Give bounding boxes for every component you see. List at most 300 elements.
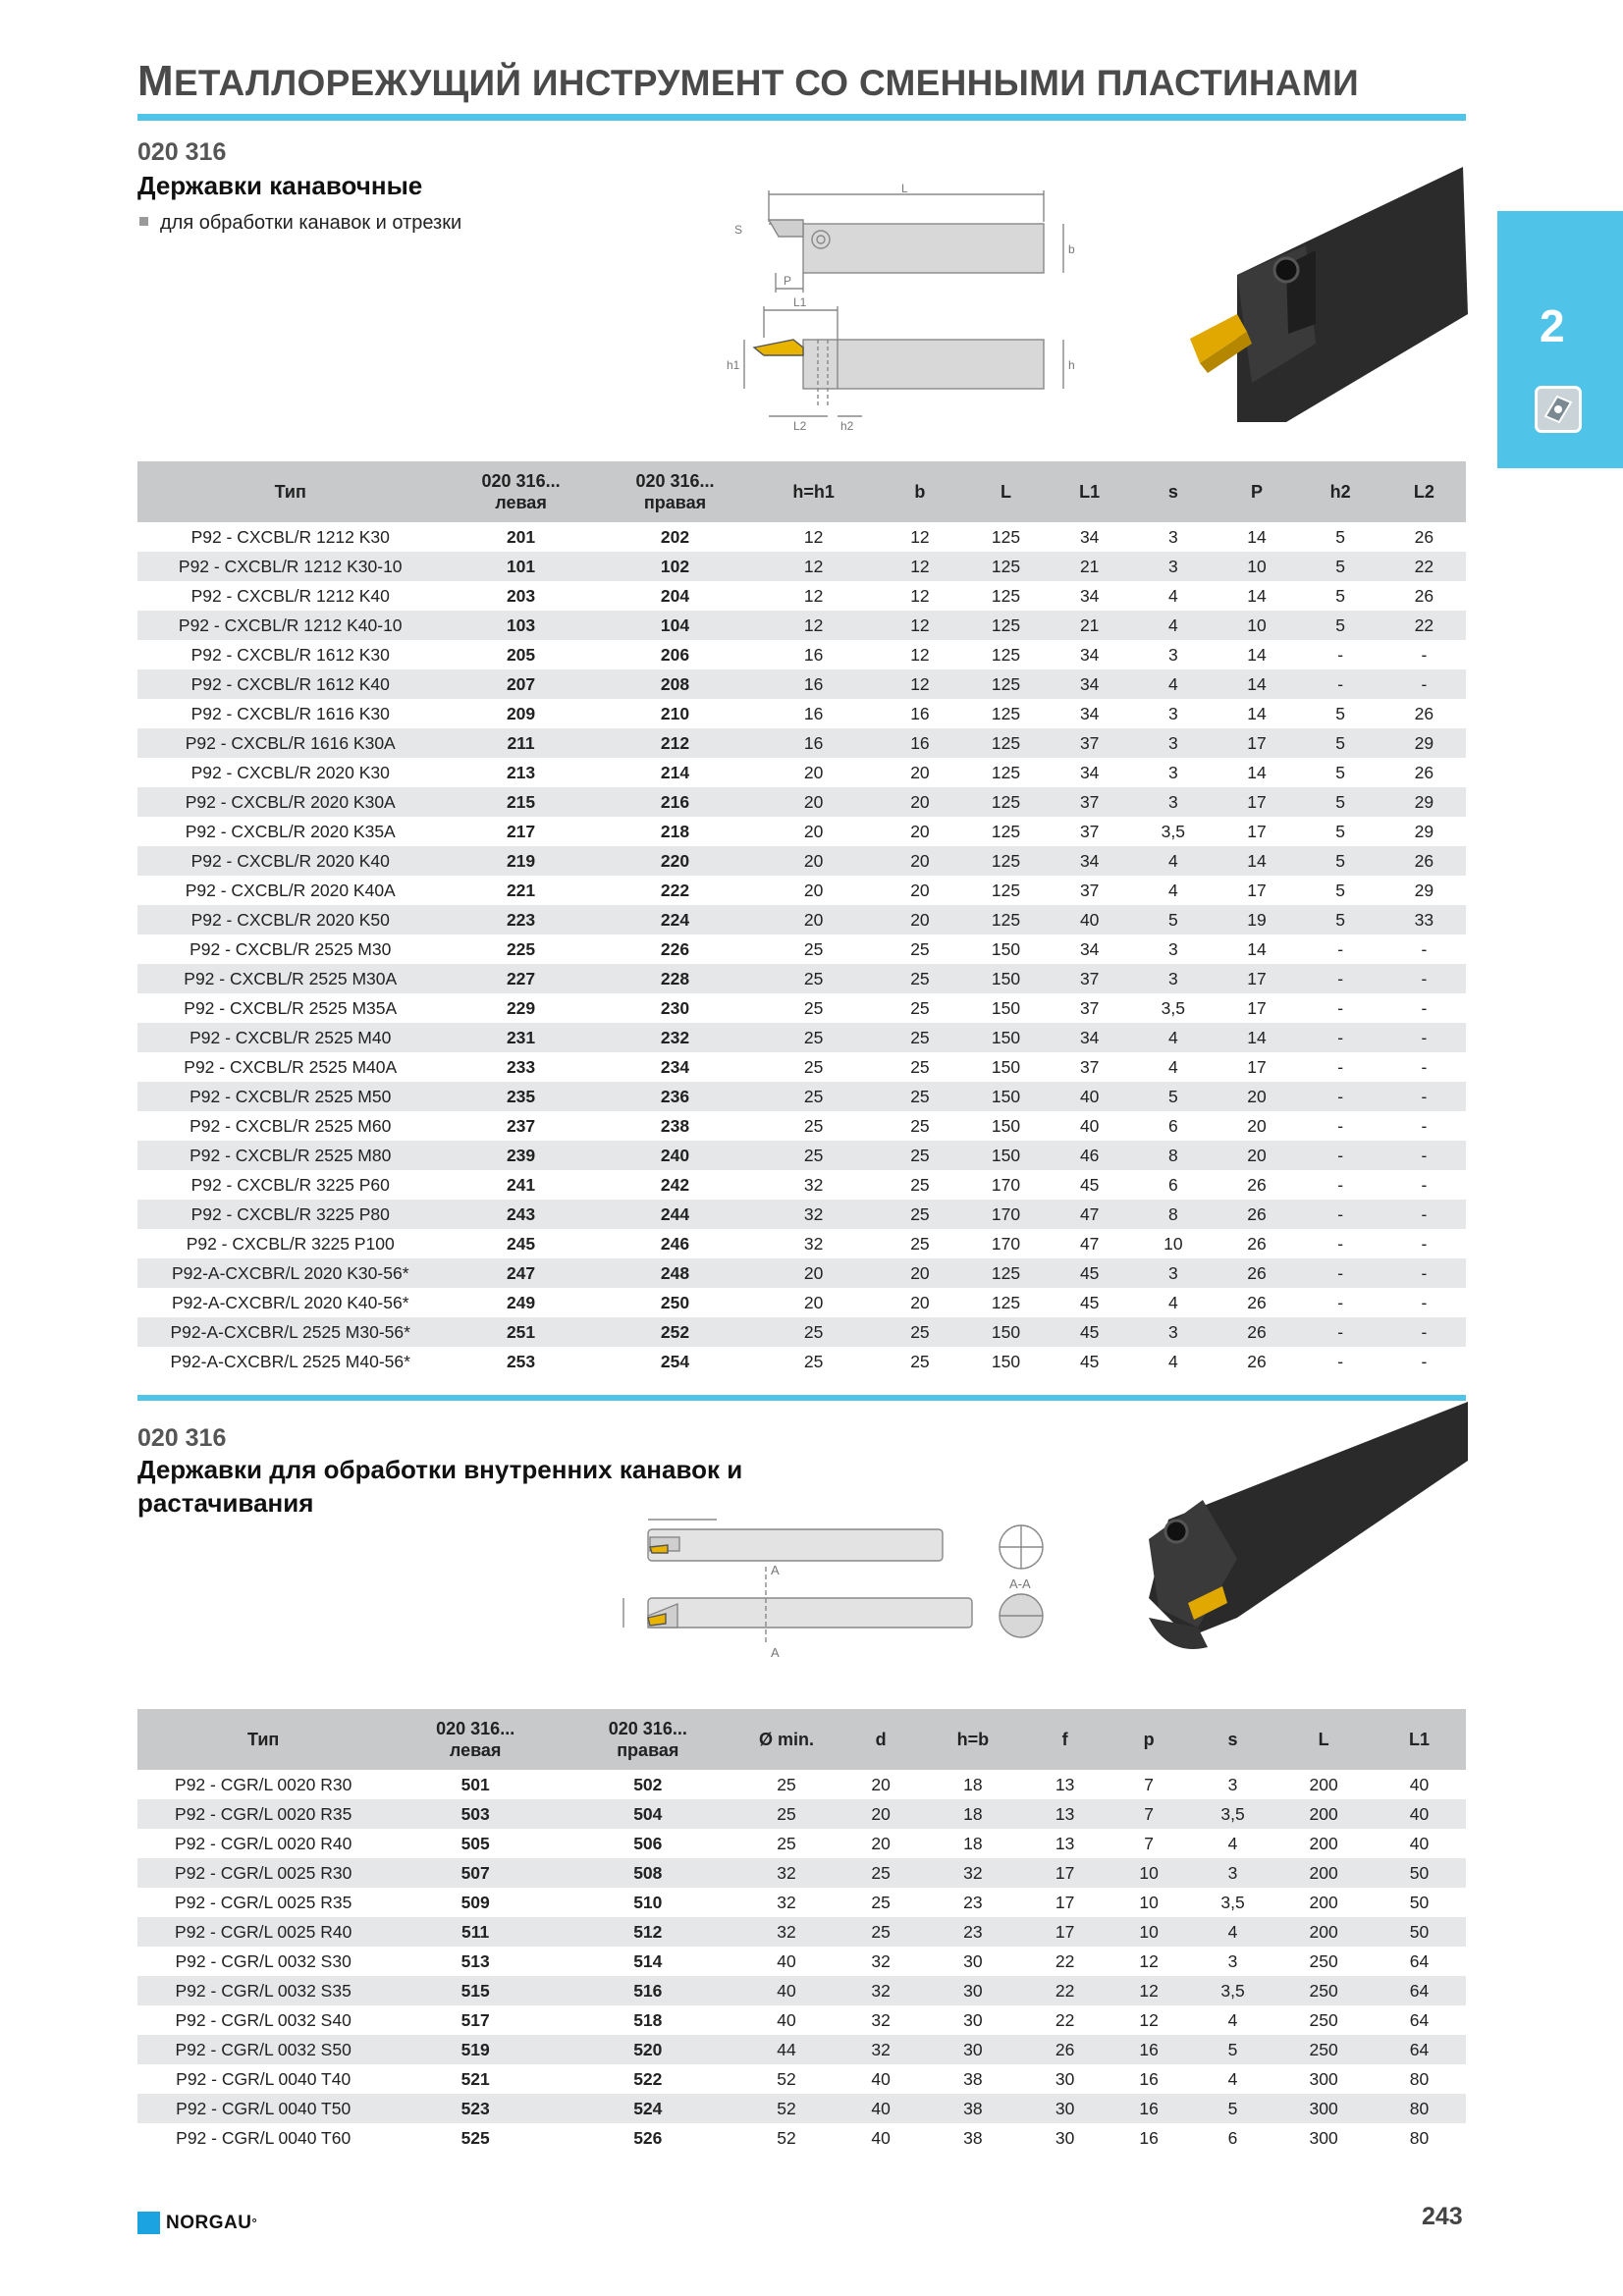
table-cell: -	[1337, 938, 1344, 959]
table-cell: 32	[734, 1858, 839, 1888]
table-cell: 20	[876, 846, 964, 876]
table-cell: 200	[1309, 1833, 1338, 1853]
table-cell: 25	[871, 1892, 891, 1912]
table-cell: 254	[660, 1351, 690, 1371]
table-cell: 25	[751, 1317, 876, 1347]
table-cell: 253	[506, 1351, 536, 1371]
table-row	[137, 1288, 1466, 1317]
table-cell: P92 - CXCBL/R 3225 P60	[190, 1174, 390, 1195]
table-cell: 16	[876, 728, 964, 758]
table-cell: 12	[910, 526, 930, 547]
table-cell: 3,5	[1161, 821, 1185, 841]
table-cell: 12	[910, 585, 930, 606]
table-cell: P92 - CXCBL/R 1616 K30	[190, 703, 390, 723]
table-cell: -	[1299, 1200, 1382, 1229]
table-cell: 22	[1382, 611, 1466, 640]
chapter-side-tab[interactable]	[1497, 211, 1623, 468]
table-cell: 12	[910, 644, 930, 665]
table-cell: 40	[1409, 1833, 1430, 1853]
table-cell: 16	[751, 669, 876, 699]
column-header-label: s	[1167, 482, 1178, 502]
table-cell: 14	[1215, 669, 1298, 699]
table-cell: 506	[633, 1833, 663, 1853]
table-cell: -	[1299, 1317, 1382, 1347]
table-cell: 20	[803, 762, 824, 782]
page-title-initial: М	[137, 57, 174, 105]
table-cell: 25	[910, 1174, 930, 1195]
table-cell: 5	[1335, 762, 1345, 782]
table-cell: 20	[876, 787, 964, 817]
table-cell: 170	[991, 1174, 1021, 1195]
table-cell: 519	[389, 2035, 562, 2064]
dim-label-h: h	[1068, 358, 1075, 372]
table-cell: -	[1421, 1056, 1428, 1077]
table-cell: 25	[751, 1082, 876, 1111]
table-cell: 3	[1227, 1774, 1238, 1794]
table-cell: 251	[443, 1317, 598, 1347]
table-row	[137, 1200, 1466, 1229]
table-cell: 502	[633, 1774, 663, 1794]
table-cell: 25	[910, 1056, 930, 1077]
table-cell: 20	[803, 880, 824, 900]
table-cell: 16	[1107, 2094, 1190, 2123]
table-cell: 64	[1373, 2035, 1466, 2064]
table-cell: -	[1337, 1233, 1344, 1254]
table-cell: 241	[506, 1174, 536, 1195]
section2-title-line1: Державки для обработки внутренних канавок и	[137, 1455, 743, 1484]
table-cell: 30	[1055, 2068, 1075, 2089]
section1-column-header	[751, 461, 876, 522]
table-cell: -	[1299, 964, 1382, 993]
table-cell: 150	[991, 1056, 1021, 1077]
table-cell: 202	[660, 526, 690, 547]
table-cell: 3	[1167, 644, 1178, 665]
table-cell: 40	[777, 2009, 796, 2030]
section1-table	[137, 461, 1466, 1376]
section2-table	[137, 1709, 1466, 2153]
table-row	[137, 2064, 1466, 2094]
table-cell: 231	[443, 1023, 598, 1052]
table-cell: 8	[1131, 1141, 1215, 1170]
table-cell: 25	[803, 1351, 824, 1371]
table-cell: 29	[1382, 728, 1466, 758]
table-cell: 244	[599, 1200, 752, 1229]
table-row	[137, 1770, 1466, 1799]
table-row	[137, 1258, 1466, 1288]
table-cell: 125	[991, 1292, 1021, 1312]
table-cell: 4	[1167, 880, 1178, 900]
table-cell: 32	[751, 1200, 876, 1229]
section2-column-header	[389, 1709, 562, 1770]
table-cell: 29	[1414, 880, 1434, 900]
table-cell: 200	[1309, 1892, 1338, 1912]
table-cell: 125	[964, 552, 1048, 581]
section1-column-header	[1299, 461, 1382, 522]
table-cell: 50	[1373, 1917, 1466, 1947]
table-cell: 5	[1335, 821, 1345, 841]
table-cell: 518	[633, 2009, 663, 2030]
table-cell: 20	[1215, 1141, 1298, 1170]
table-cell: 3	[1131, 552, 1215, 581]
table-cell: 16	[910, 703, 930, 723]
table-cell: -	[1299, 1082, 1382, 1111]
table-cell: -	[1382, 1258, 1466, 1288]
table-cell: 17	[1055, 1892, 1075, 1912]
section1-column-header	[1382, 461, 1466, 522]
table-cell: 125	[964, 611, 1048, 640]
table-cell: 18	[963, 1833, 983, 1853]
table-cell: 125	[991, 585, 1021, 606]
table-cell: 25	[803, 1115, 824, 1136]
table-cell: 64	[1409, 1950, 1430, 1971]
section2-column-header	[923, 1709, 1023, 1770]
table-cell: P92 - CXCBL/R 1212 K40-10	[137, 611, 443, 640]
table-cell: 30	[923, 2035, 1023, 2064]
table-cell: 526	[633, 2127, 663, 2148]
table-cell: P92-A-CXCBR/L 2020 K40-56*	[171, 1292, 409, 1312]
table-cell: 26	[1215, 1258, 1298, 1288]
table-cell: 243	[443, 1200, 598, 1229]
table-cell: -	[1382, 1023, 1466, 1052]
table-cell: 150	[991, 938, 1021, 959]
table-cell: 34	[1079, 703, 1100, 723]
table-cell: 25	[839, 1858, 922, 1888]
table-cell: 242	[660, 1174, 690, 1195]
table-cell: 504	[562, 1799, 734, 1829]
table-row	[137, 758, 1466, 787]
table-cell: 5	[1299, 846, 1382, 876]
table-cell: 125	[964, 787, 1048, 817]
table-cell: 12	[1107, 1976, 1190, 2005]
table-cell: 19	[1215, 905, 1298, 934]
brand-name: NORGAU	[166, 2212, 252, 2233]
table-cell: 40	[734, 1976, 839, 2005]
table-cell: 37	[1048, 964, 1131, 993]
table-cell: 25	[876, 1317, 964, 1347]
table-cell: -	[1421, 644, 1428, 665]
table-cell: 16	[803, 703, 824, 723]
table-cell: 7	[1144, 1833, 1154, 1853]
table-cell: P92 - CXCBL/R 2525 M50	[137, 1082, 443, 1111]
table-cell: -	[1421, 1233, 1428, 1254]
brand-mark: °	[251, 2216, 258, 2230]
table-cell: 12	[803, 585, 824, 606]
table-cell: P92 - CGR/L 0040 T60	[176, 2127, 352, 2148]
table-cell: P92 - CXCBL/R 3225 P100	[186, 1233, 395, 1254]
table-row	[137, 611, 1466, 640]
table-cell: 26	[1215, 1200, 1298, 1229]
table-cell: 37	[1048, 728, 1131, 758]
table-cell: 30	[923, 1976, 1023, 2005]
table-cell: P92-A-CXCBR/L 2525 M30-56*	[137, 1317, 443, 1347]
table-cell: 20	[910, 762, 930, 782]
table-cell: 40	[1373, 1799, 1466, 1829]
table-cell: P92 - CXCBL/R 1212 K40	[190, 585, 390, 606]
table-cell: 26	[1414, 526, 1434, 547]
table-cell: 14	[1247, 585, 1267, 606]
table-cell: -	[1337, 1174, 1344, 1195]
column-header-label: P	[1250, 482, 1263, 502]
table-cell: 22	[1055, 1950, 1075, 1971]
dim-label-L1: L1	[793, 295, 807, 309]
dim-label-h1: h1	[727, 358, 740, 372]
table-row	[137, 993, 1466, 1023]
table-cell: 18	[963, 1774, 983, 1794]
table-row	[137, 1917, 1466, 1947]
table-cell: 32	[839, 2035, 922, 2064]
table-cell: 30	[963, 2009, 983, 2030]
table-cell: 13	[1055, 1833, 1075, 1853]
table-cell: -	[1337, 1292, 1344, 1312]
table-cell: P92 - CGR/L 0025 R30	[137, 1858, 389, 1888]
dim-label-A-top: A	[771, 1563, 780, 1577]
table-cell: 40	[1079, 1115, 1100, 1136]
table-cell: 125	[991, 762, 1021, 782]
table-cell: 221	[506, 880, 536, 900]
table-cell: 509	[460, 1892, 490, 1912]
table-cell: 239	[443, 1141, 598, 1170]
dim-label-L: L	[901, 183, 908, 195]
table-cell: 207	[443, 669, 598, 699]
table-cell: 13	[1023, 1799, 1107, 1829]
table-cell: P92 - CGR/L 0032 S40	[175, 2009, 352, 2030]
table-cell: 20	[839, 1799, 922, 1829]
table-cell: 150	[991, 1351, 1021, 1371]
dim-label-section-AA: A-A	[1009, 1576, 1031, 1591]
table-cell: 14	[1247, 644, 1267, 665]
table-cell: 4	[1227, 1833, 1238, 1853]
table-cell: 225	[506, 938, 536, 959]
table-cell: 511	[389, 1917, 562, 1947]
table-cell: 25	[803, 1056, 824, 1077]
section1-column-header	[964, 461, 1048, 522]
table-cell: 45	[1079, 1351, 1100, 1371]
table-cell: 5	[1299, 728, 1382, 758]
table-cell: 32	[803, 1174, 824, 1195]
table-cell: 25	[910, 1115, 930, 1136]
table-cell: P92-A-CXCBR/L 2020 K30-56*	[137, 1258, 443, 1288]
table-cell: 32	[871, 1950, 891, 1971]
table-cell: 245	[506, 1233, 536, 1254]
table-cell: 4	[1131, 611, 1215, 640]
table-cell: 32	[803, 1233, 824, 1254]
table-cell: P92 - CXCBL/R 1212 K30-10	[137, 552, 443, 581]
column-header-label: Тип	[247, 1730, 280, 1749]
table-row	[137, 1347, 1466, 1376]
table-cell: 6	[1227, 2127, 1238, 2148]
table-cell: -	[1337, 1351, 1344, 1371]
table-cell: 4	[1131, 669, 1215, 699]
column-header-sublabel: правая	[617, 1740, 679, 1760]
table-cell: 40	[1048, 905, 1131, 934]
table-cell: 513	[460, 1950, 490, 1971]
table-cell: 125	[991, 703, 1021, 723]
table-cell: 22	[1023, 1976, 1107, 2005]
table-cell: 32	[777, 1892, 796, 1912]
table-cell: P92 - CXCBL/R 2525 M60	[189, 1115, 392, 1136]
section2-column-header	[1107, 1709, 1190, 1770]
table-cell: 103	[443, 611, 598, 640]
title-rule	[137, 114, 1466, 121]
table-cell: 40	[777, 1950, 796, 1971]
table-cell: 4	[1167, 1292, 1178, 1312]
table-cell: 47	[1048, 1200, 1131, 1229]
insert-icon	[1535, 386, 1582, 433]
groove-holder-dimension-diagram	[725, 183, 1088, 438]
table-cell: P92 - CGR/L 0020 R30	[175, 1774, 352, 1794]
dim-label-h2: h2	[840, 419, 854, 433]
table-row	[137, 1976, 1466, 2005]
table-cell: 34	[1079, 644, 1100, 665]
table-cell: 17	[1247, 821, 1267, 841]
table-cell: 3,5	[1191, 1976, 1274, 2005]
section2-title-line2: растачивания	[137, 1488, 314, 1518]
table-row	[137, 905, 1466, 934]
table-cell: 20	[803, 821, 824, 841]
column-header-label: f	[1061, 1730, 1068, 1749]
table-cell: 8	[1131, 1200, 1215, 1229]
table-row	[137, 964, 1466, 993]
table-cell: 300	[1309, 2127, 1338, 2148]
table-cell: P92 - CXCBL/R 2020 K35A	[185, 821, 396, 841]
table-cell: 7	[1107, 1799, 1190, 1829]
table-cell: P92 - CXCBL/R 2525 M35A	[184, 997, 398, 1018]
table-cell: 25	[777, 1774, 796, 1794]
table-cell: 213	[506, 762, 536, 782]
table-row	[137, 1111, 1466, 1141]
table-cell: 34	[1079, 938, 1100, 959]
table-cell: 12	[876, 611, 964, 640]
table-cell: 20	[803, 1292, 824, 1312]
table-cell: 125	[964, 846, 1048, 876]
table-cell: 25	[910, 938, 930, 959]
table-cell: P92 - CXCBL/R 1616 K30A	[137, 728, 443, 758]
table-row	[137, 1858, 1466, 1888]
table-cell: P92 - CGR/L 0020 R35	[137, 1799, 389, 1829]
table-cell: 218	[660, 821, 690, 841]
table-cell: 32	[871, 2009, 891, 2030]
column-header-label: Тип	[274, 482, 306, 502]
table-cell: P92 - CGR/L 0025 R40	[137, 1917, 389, 1947]
table-cell: 524	[562, 2094, 734, 2123]
table-cell: 26	[1023, 2035, 1107, 2064]
table-cell: 512	[562, 1917, 734, 1947]
table-cell: 300	[1274, 2094, 1373, 2123]
table-row	[137, 817, 1466, 846]
column-header-label: d	[875, 1730, 887, 1749]
section1-code: 020 316	[137, 138, 227, 166]
section-rule	[137, 1395, 1466, 1401]
table-cell: 25	[777, 1833, 796, 1853]
table-row	[137, 640, 1466, 669]
table-cell: 104	[599, 611, 752, 640]
table-cell: -	[1382, 1141, 1466, 1170]
column-header-label: s	[1227, 1730, 1238, 1749]
table-cell: 20	[910, 1292, 930, 1312]
table-cell: 21	[1048, 611, 1131, 640]
table-cell: 32	[839, 1976, 922, 2005]
table-cell: 523	[389, 2094, 562, 2123]
table-cell: 22	[1382, 552, 1466, 581]
table-cell: 150	[991, 1115, 1021, 1136]
column-header-label: 020 316...	[608, 1719, 687, 1738]
table-cell: P92 - CGR/L 0025 R35	[175, 1892, 352, 1912]
table-cell: 29	[1382, 787, 1466, 817]
section1-column-header	[1131, 461, 1215, 522]
table-cell: 80	[1409, 2068, 1430, 2089]
table-cell: 234	[660, 1056, 690, 1077]
table-cell: 250	[1309, 2009, 1338, 2030]
table-cell: 200	[1274, 1917, 1373, 1947]
table-cell: 32	[734, 1917, 839, 1947]
table-cell: 525	[460, 2127, 490, 2148]
table-cell: 12	[876, 669, 964, 699]
table-cell: 32	[923, 1858, 1023, 1888]
table-cell: 37	[1079, 997, 1100, 1018]
table-cell: 17	[1215, 964, 1298, 993]
table-cell: 507	[389, 1858, 562, 1888]
table-cell: 17	[1247, 997, 1267, 1018]
table-cell: 10	[1139, 1892, 1159, 1912]
table-cell: 25	[734, 1799, 839, 1829]
table-cell: 4	[1227, 2009, 1238, 2030]
table-cell: 6	[1167, 1174, 1178, 1195]
table-cell: 25	[803, 938, 824, 959]
table-cell: 224	[599, 905, 752, 934]
table-cell: P92 - CXCBL/R 2020 K50	[137, 905, 443, 934]
table-cell: 4	[1167, 585, 1178, 606]
table-cell: 52	[734, 2094, 839, 2123]
table-cell: 3,5	[1191, 1799, 1274, 1829]
table-cell: 3	[1131, 1317, 1215, 1347]
table-cell: -	[1421, 997, 1428, 1018]
table-cell: 3	[1131, 964, 1215, 993]
table-cell: 170	[964, 1200, 1048, 1229]
table-cell: 125	[964, 669, 1048, 699]
table-cell: 14	[1247, 526, 1267, 547]
table-cell: 22	[1055, 2009, 1075, 2030]
table-cell: 222	[660, 880, 690, 900]
column-header-label: 020 316...	[436, 1719, 515, 1738]
table-cell: P92 - CGR/L 0040 T40	[176, 2068, 352, 2089]
table-cell: 17	[1215, 787, 1298, 817]
table-cell: 64	[1409, 2009, 1430, 2030]
table-cell: 238	[660, 1115, 690, 1136]
table-cell: 14	[1247, 703, 1267, 723]
table-row	[137, 2005, 1466, 2035]
table-cell: 215	[443, 787, 598, 817]
table-cell: 4	[1131, 1023, 1215, 1052]
table-cell: 250	[1274, 1976, 1373, 2005]
table-cell: P92 - CXCBL/R 2525 M80	[137, 1141, 443, 1170]
table-cell: 233	[506, 1056, 536, 1077]
table-cell: 26	[1382, 846, 1466, 876]
page-number: 243	[1422, 2203, 1463, 2230]
table-cell: 26	[1414, 585, 1434, 606]
table-cell: 26	[1414, 762, 1434, 782]
table-cell: 20	[751, 905, 876, 934]
table-cell: 20	[751, 787, 876, 817]
table-cell: 125	[991, 880, 1021, 900]
table-cell: -	[1337, 1056, 1344, 1077]
table-cell: 26	[1215, 1317, 1298, 1347]
table-cell: 246	[660, 1233, 690, 1254]
table-cell: 125	[964, 905, 1048, 934]
table-cell: -	[1382, 669, 1466, 699]
table-cell: 515	[389, 1976, 562, 2005]
table-cell: 237	[506, 1115, 536, 1136]
table-row	[137, 699, 1466, 728]
